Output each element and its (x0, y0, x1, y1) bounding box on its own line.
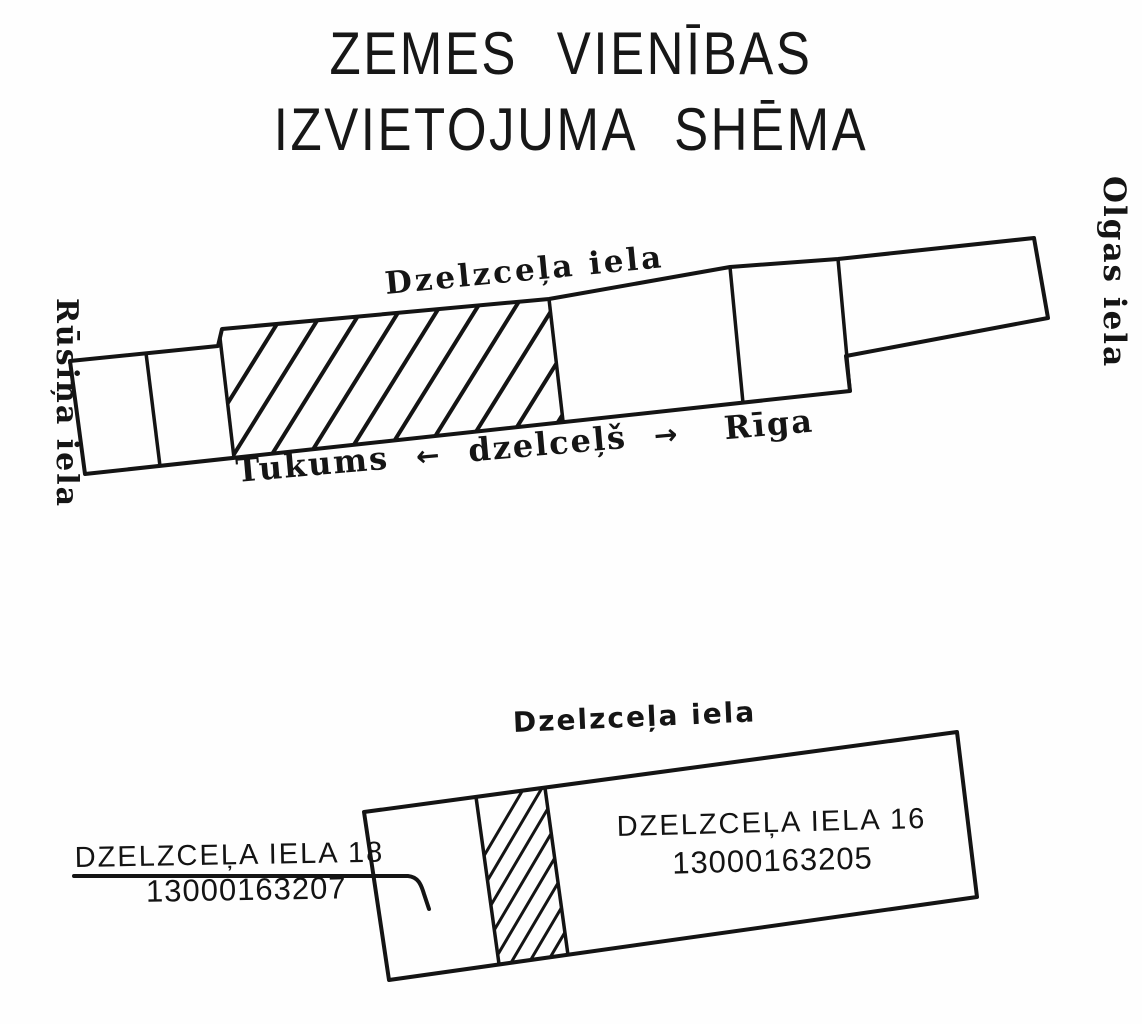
parcel-18-name: DZELZCEĻA IELA 18 (74, 836, 385, 875)
street-label-olgas-iela: Olgas iela (1096, 176, 1132, 369)
parcel-16-cadastral-number: 13000163205 (671, 840, 874, 881)
parcel-18-label (74, 836, 417, 911)
page-title (0, 16, 1142, 168)
parcel-divider (730, 267, 743, 403)
street-label-dzelzcela-iela: Dzelzceļa iela (383, 239, 666, 302)
page-title-line1: ZEMES VIENĪBAS (329, 20, 813, 87)
street-label-rusina-iela: Rūsiņa iela (49, 298, 84, 509)
railway-city-tukums: Tukums (234, 438, 391, 490)
hatched-parcel-right-edge (549, 299, 563, 421)
arrow-right-icon: → (652, 417, 681, 453)
parcel-16-name: DZELZCEĻA IELA 16 (616, 802, 927, 844)
parcel-18-cadastral-number: 13000163207 (145, 870, 347, 909)
arrow-left-icon: ← (414, 438, 443, 474)
parcel-divider (146, 353, 160, 466)
railway-city-riga: Rīga (722, 401, 816, 448)
parcel-divider (838, 259, 850, 391)
street-label-dzelzcela-iela-bottom: Dzelzceļa iela (512, 695, 757, 739)
railway-name: dzelceļš (466, 417, 629, 470)
parcel-16-label (587, 799, 957, 885)
page-title-line2: IZVIETOJUMA SHĒMA (273, 96, 869, 163)
